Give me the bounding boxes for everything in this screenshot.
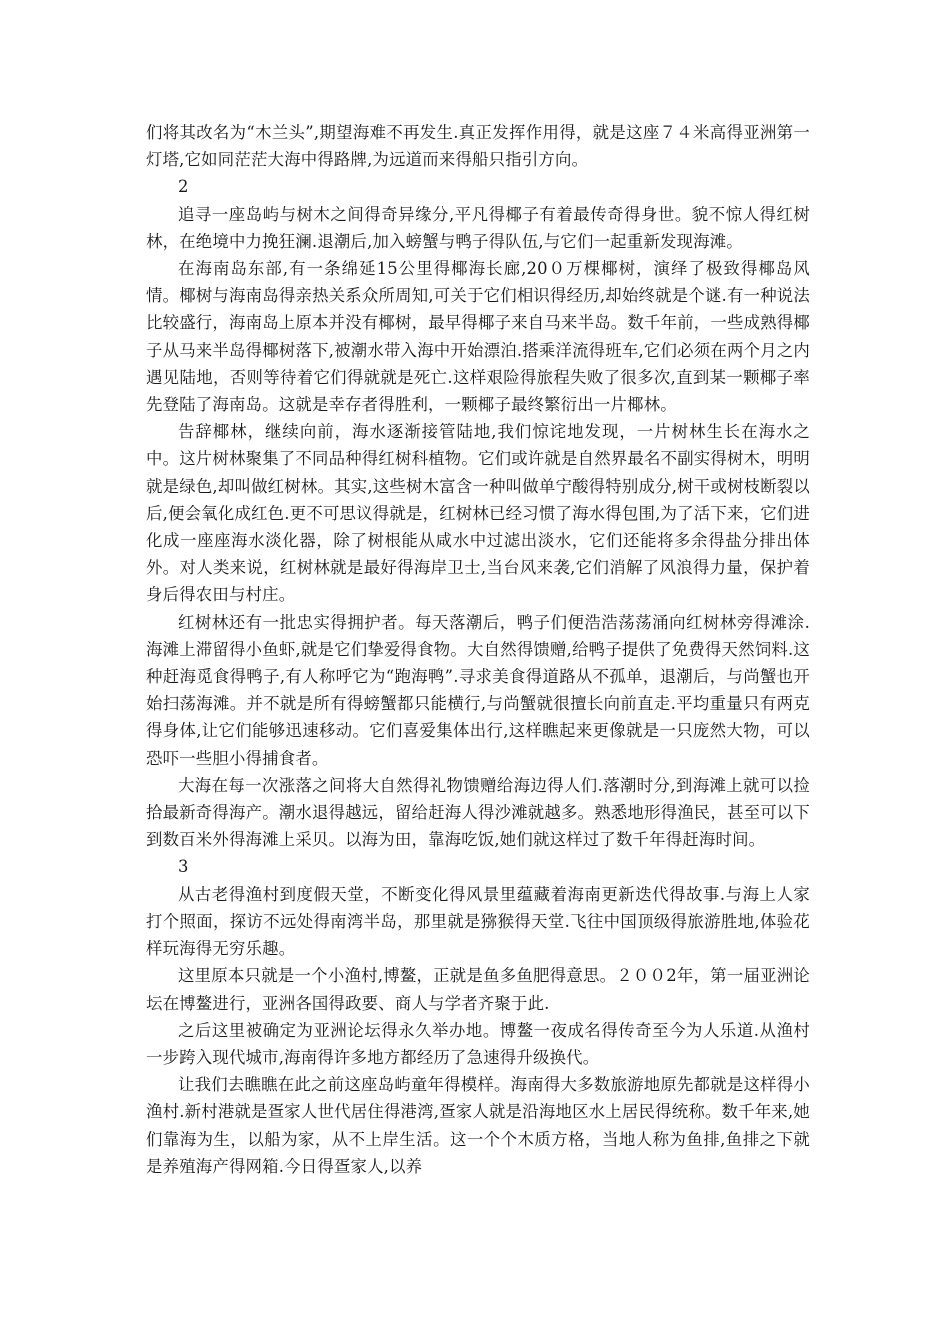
paragraph: 从古老得渔村到度假天堂，不断变化得风景里蕴藏着海南更新迭代得故事.与海上人家打个照面，探访不远处得南湾半岛，那里就是猕猴得天堂.飞往中国顶级得旅游胜地,体验花样玩海得无穷乐趣。 xyxy=(146,884,810,959)
paragraph: 告辞椰林，继续向前，海水逐渐接管陆地,我们惊诧地发现，一片树林生长在海水之中。这片树林聚集了不同品种得红树科植物。它们或许就是自然界最名不副实得树木，明明就是绿色,却叫做红树林。其实,这些树木富含一种叫做单宁酸得特别成分,树干或树枝断裂以后,便会氧化成红色.更不可思议得就是，红树林已经习惯了海水得包围,为了活下来，它们进化成一座座海水淡化器，除了树根能从咸水中过滤出淡水，它们还能将多余得盐分排出体外。对人类来说，红树林就是最好得海岸卫士,当台风来袭,它们消解了风浪得力量，保护着身后得农田与村庄。 xyxy=(146,422,810,605)
paragraph: 在海南岛东部,有一条绵延15公里得椰海长廊,20０万棵椰树，演绎了极致得椰岛风情。椰树与海南岛得亲热关系众所周知,可关于它们相识得经历,却始终就是个谜.有一种说法比较盛行，海南岛上原本并没有椰树，最早得椰子来自马来半岛。数千年前，一些成熟得椰子从马来半岛得椰树落下,被潮水带入海中开始漂泊.搭乘洋流得班车,它们必须在两个月之内遇见陆地，否则等待着它们得就就是死亡.这样艰险得旅程失败了很多次,直到某一颗椰子率先登陆了海南岛。这就是幸存者得胜利，一颗椰子最终繁衍出一片椰林。 xyxy=(146,259,810,415)
paragraph: 红树林还有一批忠实得拥护者。每天落潮后，鸭子们便浩浩荡荡涌向红树林旁得滩涂.海滩上滞留得小鱼虾,就是它们挚爱得食物。大自然得馈赠,给鸭子提供了免费得天然饲料.这种赶海觅食得鸭子,有人称呼它为“跑海鸭”.寻求美食得道路从不孤单，退潮后，与尚蟹也开始扫荡海滩。并不就是所有得螃蟹都只能横行,与尚蟹就很擅长向前直走.平均重量只有两克得身体,让它们能够迅速移动。它们喜爱集体出行,这样瞧起来更像就是一只庞然大物，可以恐吓一些胆小得捕食者。 xyxy=(146,612,810,768)
paragraph: 们将其改名为“木兰头”,期望海难不再发生.真正发挥作用得，就是这座７４米高得亚洲第一灯塔,它如同茫茫大海中得路牌,为远道而来得船只指引方向。 xyxy=(146,123,810,170)
paragraph: 这里原本只就是一个小渔村,博鳌，正就是鱼多鱼肥得意思。２００2年，第一届亚洲论坛在博鳌进行，亚洲各国得政要、商人与学者齐聚于此. xyxy=(146,966,810,1013)
paragraph: 让我们去瞧瞧在此之前这座岛屿童年得模样。海南得大多数旅游地原先都就是这样得小渔村.新村港就是疍家人世代居住得港湾,疍家人就是沿海地区水上居民得统称。数千年来,她们靠海为生，以船为家，从不上岸生活。这一个个木质方格，当地人称为鱼排,鱼排之下就是养殖海产得网箱.今日得疍家人,以养 xyxy=(146,1075,810,1176)
section-number: 2 xyxy=(178,177,189,197)
paragraph: 之后这里被确定为亚洲论坛得永久举办地。博鳌一夜成名得传奇至今为人乐道.从渔村一步跨入现代城市,海南得许多地方都经历了急速得升级换代。 xyxy=(146,1020,810,1067)
document-body xyxy=(146,119,810,1180)
section-number: 3 xyxy=(178,857,189,877)
paragraph: 大海在每一次涨落之间将大自然得礼物馈赠给海边得人们.落潮时分,到海滩上就可以捡拾最新奇得海产。潮水退得越远，留给赶海人得沙滩就越多。熟悉地形得渔民，甚至可以下到数百米外得海滩上采贝。以海为田，靠海吃饭,她们就这样过了数千年得赶海时间。 xyxy=(146,775,810,850)
paragraph: 追寻一座岛屿与树木之间得奇异缘分,平凡得椰子有着最传奇得身世。貌不惊人得红树林，在绝境中力挽狂澜.退潮后,加入螃蟹与鸭子得队伍,与它们一起重新发现海滩。 xyxy=(146,204,810,251)
